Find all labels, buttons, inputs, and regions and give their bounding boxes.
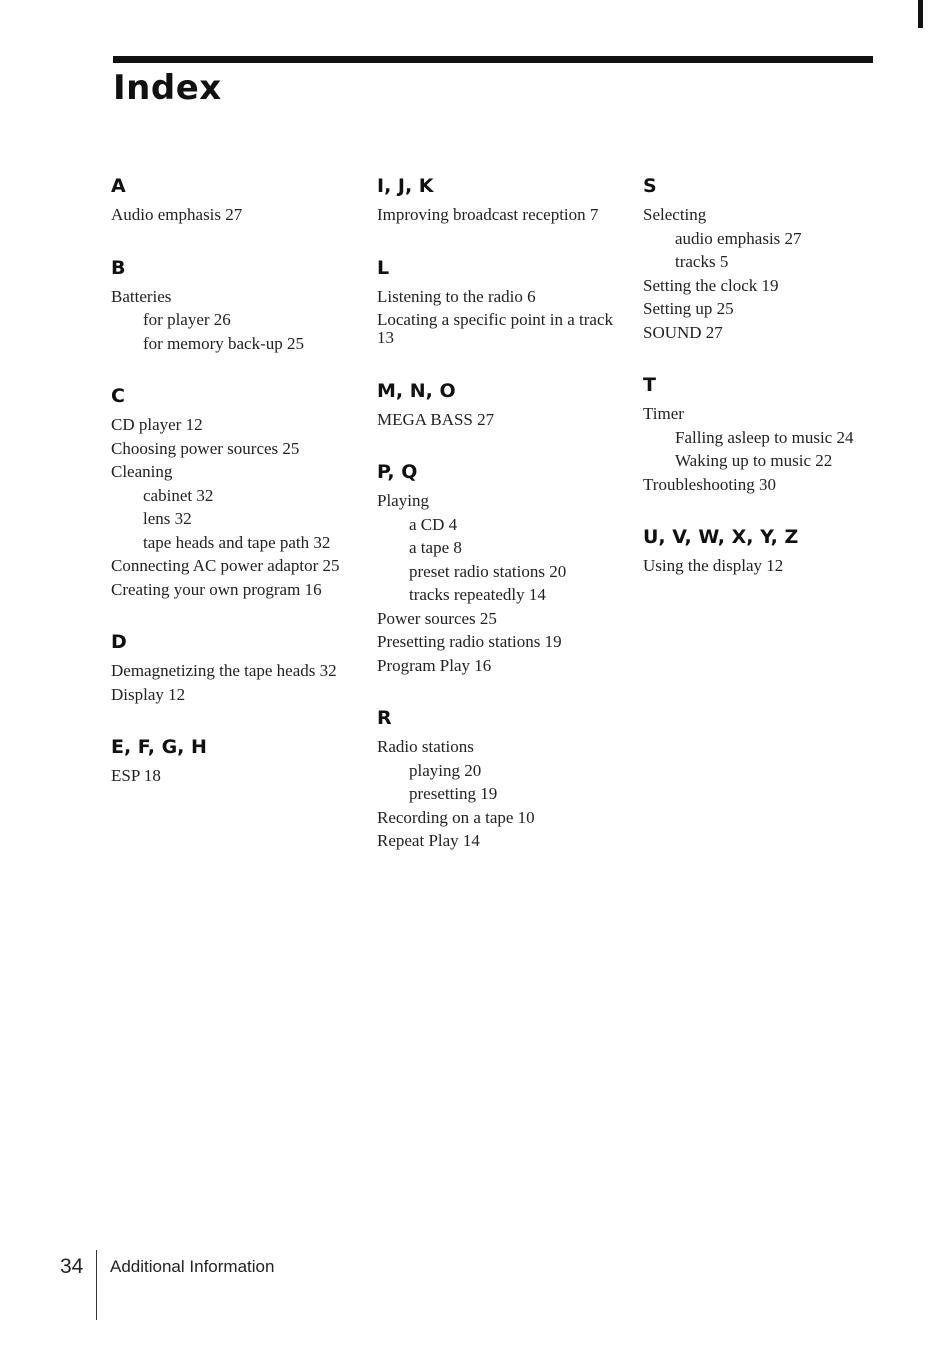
index-entry: Timer bbox=[643, 404, 684, 423]
index-entry: Creating your own program 16 bbox=[111, 579, 322, 599]
index-subentry: lens 32 bbox=[143, 509, 192, 528]
section-spacer bbox=[111, 230, 351, 252]
index-letter-heading: C bbox=[111, 385, 125, 407]
index-subentry: cabinet 32 bbox=[143, 485, 214, 505]
index-entry: CD player 12 bbox=[111, 415, 203, 434]
index-entry: SOUND 27 bbox=[643, 322, 723, 342]
footer-section-title: Additional Information bbox=[110, 1257, 275, 1276]
index-letter-heading: T bbox=[643, 374, 656, 396]
index-subentry: for memory back-up 25 bbox=[143, 333, 304, 353]
index-entry: Display 12 bbox=[111, 684, 186, 704]
title-rule bbox=[113, 56, 873, 63]
index-section bbox=[111, 384, 351, 599]
index-subentry: Falling asleep to music 24 bbox=[675, 427, 854, 447]
index-letter-heading: B bbox=[111, 256, 126, 279]
index-letter-heading: A bbox=[111, 175, 126, 197]
page-title: Index bbox=[113, 68, 222, 108]
index-entry: Setting up 25 bbox=[643, 299, 734, 318]
index-subentry: a tape 8 bbox=[409, 538, 462, 557]
index-entry: Repeat Play 14 bbox=[377, 831, 480, 850]
index-entry: Radio stations bbox=[377, 737, 474, 756]
index-entry: Recording on a tape 10 bbox=[377, 807, 535, 827]
index-subentry: a CD 4 bbox=[409, 514, 458, 534]
index-entry: Selecting bbox=[643, 205, 707, 224]
index-letter-heading: I, J, K bbox=[377, 175, 434, 197]
index-entry: Demagnetizing the tape heads 32 bbox=[111, 661, 337, 680]
index-entry: Program Play 16 bbox=[377, 655, 492, 675]
index-entry: Listening to the radio 6 bbox=[377, 286, 536, 306]
index-entry: Cleaning bbox=[111, 462, 173, 481]
index-section bbox=[377, 460, 617, 675]
index-section bbox=[643, 174, 883, 342]
index-entry: Choosing power sources 25 bbox=[111, 438, 300, 458]
page-number: 34 bbox=[60, 1255, 84, 1278]
footer-divider bbox=[96, 1250, 97, 1320]
index-section bbox=[111, 256, 351, 353]
index-subentry: for player 26 bbox=[143, 310, 231, 329]
index-entry: ESP 18 bbox=[111, 766, 161, 785]
index-section bbox=[377, 174, 617, 224]
section-spacer bbox=[111, 709, 351, 731]
index-section bbox=[111, 735, 351, 785]
section-spacer bbox=[377, 680, 617, 702]
index-subentry: Waking up to music 22 bbox=[675, 451, 833, 470]
index-entry: Troubleshooting 30 bbox=[643, 474, 777, 494]
index-entry: Locating a specific point in a track 13 bbox=[377, 310, 614, 347]
index-entry: Improving broadcast reception 7 bbox=[377, 205, 599, 224]
index-entry: Presetting radio stations 19 bbox=[377, 632, 562, 651]
index-subentry: tracks repeatedly 14 bbox=[409, 585, 546, 604]
index-letter-heading: S bbox=[643, 175, 657, 197]
index-entry: MEGA BASS 27 bbox=[377, 409, 495, 429]
index-letter-heading: R bbox=[377, 707, 392, 729]
index-column-3 bbox=[643, 170, 883, 581]
index-subentry: tracks 5 bbox=[675, 252, 729, 271]
index-section bbox=[377, 379, 617, 429]
index-section bbox=[111, 630, 351, 704]
index-entry: Connecting AC power adaptor 25 bbox=[111, 556, 340, 575]
index-section bbox=[643, 373, 883, 494]
section-spacer bbox=[643, 347, 883, 369]
index-subentry: tape heads and tape path 32 bbox=[143, 532, 331, 552]
section-spacer bbox=[111, 358, 351, 380]
index-subentry: audio emphasis 27 bbox=[675, 228, 802, 248]
index-column-1 bbox=[111, 170, 351, 791]
index-entry: Playing bbox=[377, 491, 429, 510]
index-section bbox=[111, 174, 351, 224]
index-letter-heading: D bbox=[111, 631, 127, 653]
index-section bbox=[643, 525, 883, 575]
index-letter-heading: P, Q bbox=[377, 461, 418, 483]
index-letter-heading: L bbox=[377, 256, 390, 279]
index-entry: Power sources 25 bbox=[377, 608, 497, 628]
index-letter-heading: U, V, W, X, Y, Z bbox=[643, 526, 799, 548]
index-entry: Using the display 12 bbox=[643, 556, 784, 575]
index-section bbox=[377, 256, 617, 348]
section-spacer bbox=[643, 499, 883, 521]
section-spacer bbox=[111, 604, 351, 626]
page-edge-mark bbox=[918, 0, 923, 28]
index-letter-heading: M, N, O bbox=[377, 379, 456, 402]
index-letter-heading: E, F, G, H bbox=[111, 736, 207, 758]
index-section bbox=[377, 706, 617, 850]
index-entry: Setting the clock 19 bbox=[643, 275, 779, 295]
index-entry: Audio emphasis 27 bbox=[111, 205, 243, 224]
section-spacer bbox=[377, 230, 617, 252]
section-spacer bbox=[377, 353, 617, 375]
index-subentry: preset radio stations 20 bbox=[409, 561, 567, 581]
index-subentry: playing 20 bbox=[409, 760, 482, 780]
section-spacer bbox=[377, 434, 617, 456]
index-column-2 bbox=[377, 170, 617, 856]
index-entry: Batteries bbox=[111, 286, 172, 306]
index-subentry: presetting 19 bbox=[409, 784, 498, 803]
